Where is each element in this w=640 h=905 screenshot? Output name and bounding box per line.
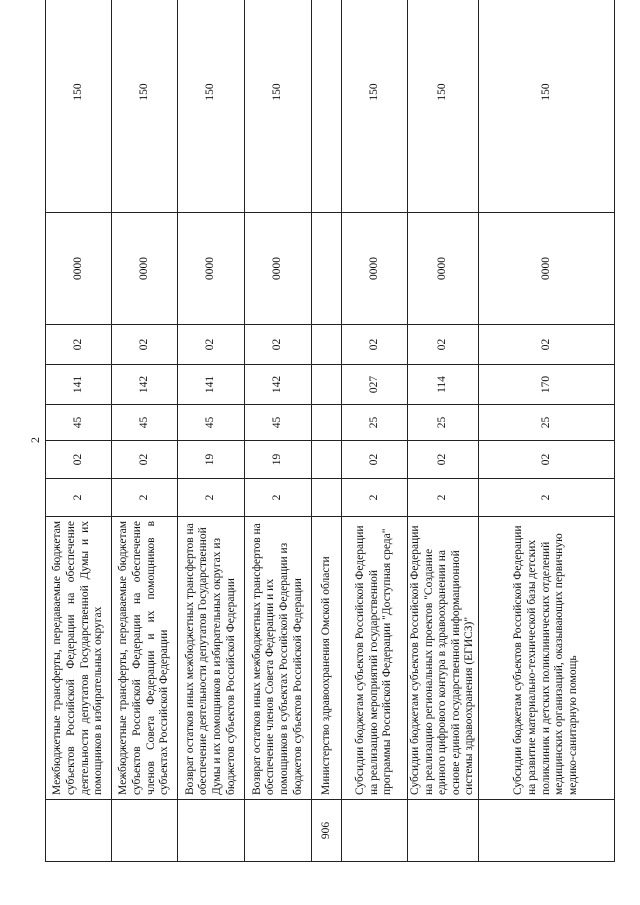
cell-c1: 2 — [178, 479, 245, 517]
cell-c2: 02 — [342, 441, 408, 479]
cell-c4: 142 — [112, 365, 178, 405]
cell-c5: 02 — [408, 325, 479, 365]
table-row — [178, 0, 245, 862]
cell-c5: 02 — [245, 325, 312, 365]
cell-c6: 0000 — [408, 213, 479, 325]
rotated-table-container — [45, 32, 610, 862]
cell-c3: 45 — [112, 405, 178, 441]
table-body — [46, 0, 615, 862]
cell-admin-code — [112, 800, 178, 862]
cell-c2: 02 — [408, 441, 479, 479]
table-row — [46, 0, 112, 862]
cell-description: Субсидии бюджетам субъектов Российской Федерации на реализацию региональных проектов "Создание единого цифрового контура в здравоохранении на основе единой государственной информационной системы здравоохранения (ЕГИСЗ)" — [408, 517, 479, 800]
cell-c7: 150 — [112, 0, 178, 213]
cell-c1: 2 — [408, 479, 479, 517]
cell-c4: 170 — [478, 365, 614, 405]
table-row — [245, 0, 312, 862]
cell-c3: 25 — [342, 405, 408, 441]
cell-admin-code: 906 — [312, 800, 342, 862]
cell-c7 — [312, 0, 342, 213]
cell-c7: 150 — [46, 0, 112, 213]
cell-c7: 150 — [408, 0, 479, 213]
cell-description: Субсидии бюджетам субъектов Российской Федерации на развитие материально-технической базы детских поликлиник и детских поликлинических отделений медицинских организаций, оказывающих первичную медико-санитарную помощь — [478, 517, 614, 800]
cell-c5: 02 — [112, 325, 178, 365]
cell-admin-code — [408, 800, 479, 862]
cell-c1 — [312, 479, 342, 517]
table-row — [312, 0, 342, 862]
cell-admin-code — [178, 800, 245, 862]
cell-c4: 141 — [46, 365, 112, 405]
cell-admin-code — [46, 800, 112, 862]
cell-c1: 2 — [478, 479, 614, 517]
cell-admin-code — [342, 800, 408, 862]
cell-c6: 0000 — [478, 213, 614, 325]
cell-description: Межбюджетные трансферты, передаваемые бюджетам субъектов Российской Федерации на обеспечение деятельности депутатов Государственной Думы и их помощников в избирательных округах — [46, 517, 112, 800]
cell-c5: 02 — [46, 325, 112, 365]
cell-admin-code — [245, 800, 312, 862]
cell-c5 — [312, 325, 342, 365]
cell-c5: 02 — [342, 325, 408, 365]
cell-c4: 142 — [245, 365, 312, 405]
cell-c7: 150 — [245, 0, 312, 213]
cell-c7: 150 — [178, 0, 245, 213]
cell-c7: 150 — [342, 0, 408, 213]
table-row — [342, 0, 408, 862]
cell-c2: 19 — [245, 441, 312, 479]
cell-c4: 114 — [408, 365, 479, 405]
cell-c4 — [312, 365, 342, 405]
cell-description: Возврат остатков иных межбюджетных трансфертов на обеспечение членов Совета Федерации и их помощников в субъектах Российской Федерации из бюджетов субъектов Российской Федерации — [245, 517, 312, 800]
cell-c5: 02 — [178, 325, 245, 365]
cell-c3: 45 — [245, 405, 312, 441]
cell-description: Министерство здравоохранения Омской области — [312, 517, 342, 800]
cell-c7: 150 — [478, 0, 614, 213]
cell-admin-code — [478, 800, 614, 862]
cell-c3: 45 — [46, 405, 112, 441]
table-row — [112, 0, 178, 862]
table-row — [478, 0, 614, 862]
cell-description: Межбюджетные трансферты, передаваемые бюджетам субъектов Российской Федерации на обеспечение членов Совета Федерации и их помощников в субъектах Российской Федерации — [112, 517, 178, 800]
cell-c3 — [312, 405, 342, 441]
cell-c2: 02 — [478, 441, 614, 479]
cell-c5: 02 — [478, 325, 614, 365]
cell-c2: 02 — [46, 441, 112, 479]
cell-c1: 2 — [112, 479, 178, 517]
cell-c6: 0000 — [112, 213, 178, 325]
page-number: 2 — [28, 437, 42, 443]
cell-c3: 45 — [178, 405, 245, 441]
cell-c2 — [312, 441, 342, 479]
cell-c2: 19 — [178, 441, 245, 479]
cell-description: Возврат остатков иных межбюджетных трансфертов на обеспечение деятельности депутатов Государственной Думы и их помощников в избирательных округах из бюджетов субъектов Российской Федерации — [178, 517, 245, 800]
cell-c2: 02 — [112, 441, 178, 479]
cell-c4: 141 — [178, 365, 245, 405]
cell-c3: 25 — [408, 405, 479, 441]
cell-c6: 0000 — [245, 213, 312, 325]
cell-c1: 2 — [342, 479, 408, 517]
cell-c6: 0000 — [342, 213, 408, 325]
cell-c6: 0000 — [46, 213, 112, 325]
cell-c6 — [312, 213, 342, 325]
cell-description: Субсидии бюджетам субъектов Российской Федерации на реализацию мероприятий государственной программы Российской Федерации "Доступная среда" — [342, 517, 408, 800]
cell-c4: 027 — [342, 365, 408, 405]
cell-c3: 25 — [478, 405, 614, 441]
table-row — [408, 0, 479, 862]
budget-classification-table — [45, 0, 615, 862]
cell-c1: 2 — [46, 479, 112, 517]
cell-c6: 0000 — [178, 213, 245, 325]
cell-c1: 2 — [245, 479, 312, 517]
